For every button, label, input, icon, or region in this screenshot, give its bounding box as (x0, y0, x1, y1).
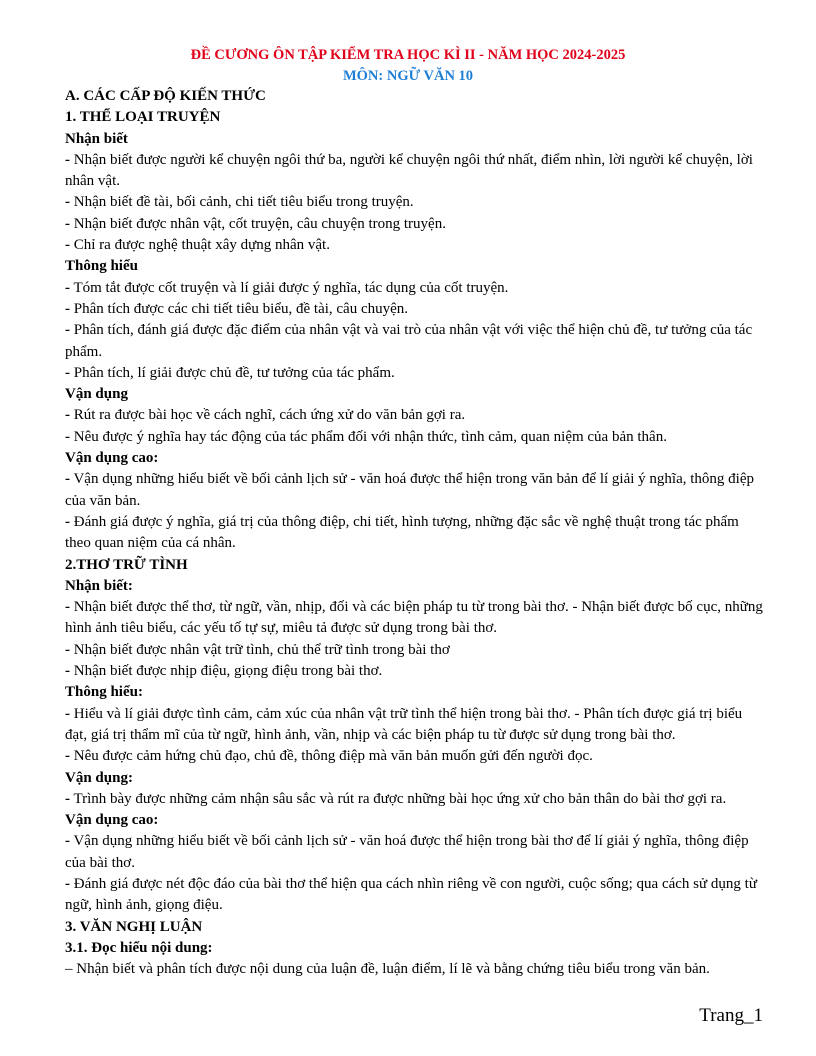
list-item-text: Nhận biết được người kể chuyện ngôi thứ ba, người kể chuyện ngôi thứ nhất, điểm nhìn, lời người kể chuyện, lời nhân vật. (65, 151, 753, 190)
list-item (65, 831, 765, 874)
section-heading: Vận dụng cao: (65, 812, 159, 829)
section-heading: Vận dụng cao: (65, 450, 159, 467)
list-item (65, 704, 765, 747)
bullet-dash: - (65, 748, 70, 765)
section-heading: Vận dụng (65, 386, 128, 403)
list-item (65, 214, 765, 235)
section-heading: Nhận biết: (65, 577, 133, 594)
bullet-dash: - (65, 364, 70, 381)
section-heading: A. CÁC CẤP ĐỘ KIẾN THỨC (65, 88, 266, 104)
list-item-text: Nêu được ý nghĩa hay tác động của tác phẩm đối với nhận thức, tình cảm, quan niệm của bản thân. (70, 428, 667, 445)
list-item-text: Phân tích được các chi tiết tiêu biểu, đề tài, câu chuyện. (70, 300, 409, 317)
section-heading: Nhận biết (65, 130, 128, 147)
document-body (65, 86, 765, 980)
bullet-dash: - (65, 705, 70, 722)
list-item (65, 192, 765, 213)
list-item-text: Tóm tắt được cốt truyện và lí giải được ý nghĩa, tác dụng của cốt truyện. (70, 279, 509, 296)
bullet-dash: - (65, 279, 70, 296)
bullet-dash: - (65, 428, 70, 445)
section-heading: 3.1. Đọc hiểu nội dung: (65, 939, 213, 956)
document-title: ĐỀ CƯƠNG ÔN TẬP KIỂM TRA HỌC KÌ II - NĂM HỌC 2024-2025 (190, 47, 626, 63)
bullet-dash: - (65, 471, 70, 488)
list-item-text: Nêu được cảm hứng chủ đạo, chủ đề, thông điệp mà văn bản muốn gửi đến người đọc. (70, 748, 593, 765)
bullet-dash: - (65, 833, 70, 850)
list-item (65, 320, 765, 363)
section-heading: 1. THỂ LOẠI TRUYỆN (65, 109, 221, 126)
list-item (65, 278, 765, 299)
list-item (65, 235, 765, 256)
list-item-text: Nhận biết đề tài, bối cảnh, chi tiết tiêu biểu trong truyện. (70, 194, 414, 211)
list-item-text: Phân tích, đánh giá được đặc điểm của nhân vật và vai trò của nhân vật với việc thể hiện chủ đề, tư tưởng của tác phẩm. (65, 322, 753, 360)
bullet-dash: - (65, 513, 70, 530)
list-item-text: Hiểu và lí giải được tình cảm, cảm xúc của nhân vật trữ tình thể hiện trong bài thơ. - Phân tích được giá trị biểu đạt, giá trị thẩm mĩ của từ ngữ, hình ảnh, vần, nhịp và các biện pháp tu từ được sử dụng trong bài thơ. (65, 705, 743, 743)
list-item (65, 469, 765, 512)
bullet-dash: - (65, 151, 70, 168)
list-item (65, 640, 765, 661)
list-item-text: Nhận biết được nhịp điệu, giọng điệu trong bài thơ. (70, 663, 383, 680)
list-item-text: Rút ra được bài học về cách nghĩ, cách ứng xử do văn bản gợi ra. (70, 407, 466, 424)
bullet-dash: - (65, 322, 70, 339)
page-number: Trang_1 (699, 1005, 763, 1026)
list-item-text: Đánh giá được nét độc đáo của bài thơ thể hiện qua cách nhìn riêng về con người, cuộc sống; qua cách sử dụng từ ngữ, hình ảnh, giọng điệu. (65, 875, 757, 914)
bullet-dash: - (65, 215, 70, 232)
list-item-text: Phân tích, lí giải được chủ đề, tư tưởng của tác phẩm. (70, 364, 395, 381)
section-heading: 2.THƠ TRỮ TÌNH (65, 556, 188, 573)
section-heading: Thông hiểu: (65, 684, 143, 701)
bullet-dash: - (65, 875, 70, 892)
list-item (65, 661, 765, 682)
list-item (65, 874, 765, 917)
section-heading: Thông hiểu (65, 258, 138, 275)
list-item (65, 299, 765, 320)
bullet-dash: - (65, 641, 70, 658)
list-item (65, 746, 765, 767)
list-item-text: Chỉ ra được nghệ thuật xây dựng nhân vật. (70, 237, 330, 254)
list-item (65, 597, 765, 640)
list-item-text: Vận dụng những hiểu biết về bối cảnh lịch sử - văn hoá được thể hiện trong văn bản để lí giải ý nghĩa, thông điệp của văn bản. (65, 471, 754, 509)
bullet-dash: - (65, 599, 70, 616)
bullet-dash: - (65, 407, 70, 424)
bullet-dash: - (65, 790, 70, 807)
list-item-text: Vận dụng những hiểu biết về bối cảnh lịch sử - văn hoá được thể hiện trong bài thơ để lí giải ý nghĩa, thông điệp của bài thơ. (65, 833, 749, 871)
section-heading: Vận dụng: (65, 769, 133, 786)
list-item-text: Đánh giá được ý nghĩa, giá trị của thông điệp, chi tiết, hình tượng, những đặc sắc về nghệ thuật trong tác phẩm theo quan niệm của cá nhân. (65, 513, 739, 552)
bullet-dash: - (65, 237, 70, 254)
list-item (65, 427, 765, 448)
list-item-text: Nhận biết được nhân vật, cốt truyện, câu chuyện trong truyện. (70, 215, 446, 232)
list-item-text: Nhận biết được thể thơ, từ ngữ, vần, nhịp, đối và các biện pháp tu từ trong bài thơ. - Nhận biết được bố cục, những hình ảnh tiêu biểu, các yếu tố tự sự, miêu tả được sử dụng trong bài thơ. (65, 599, 763, 637)
list-item-text: Nhận biết được nhân vật trữ tình, chủ thể trữ tình trong bài thơ (70, 641, 450, 658)
list-item-text: Trình bày được những cảm nhận sâu sắc và rút ra được những bài học ứng xử cho bản thân do bài thơ gợi ra. (70, 790, 727, 807)
bullet-dash: - (65, 300, 70, 317)
list-item (65, 363, 765, 384)
document-subject: MÔN: NGỮ VĂN 10 (342, 68, 474, 84)
bullet-dash: - (65, 194, 70, 211)
list-item (65, 789, 765, 810)
paragraph: – Nhận biết và phân tích được nội dung của luận đề, luận điểm, lí lẽ và bằng chứng tiêu biểu trong văn bản. (65, 961, 710, 978)
section-heading: 3. VĂN NGHỊ LUẬN (65, 918, 203, 935)
list-item (65, 405, 765, 426)
list-item (65, 150, 765, 193)
bullet-dash: - (65, 663, 70, 680)
list-item (65, 512, 765, 555)
